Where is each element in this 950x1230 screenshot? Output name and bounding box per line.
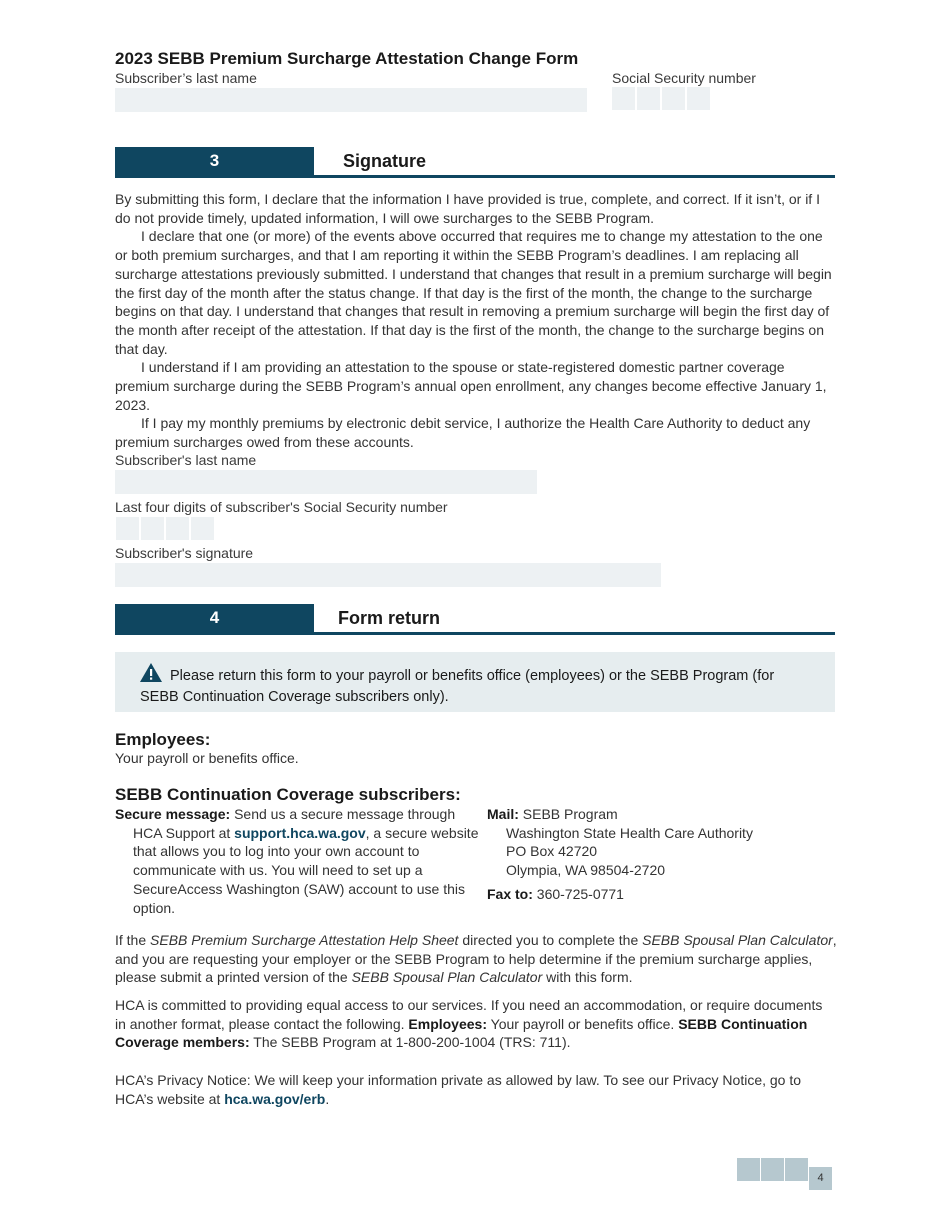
- access-text: The SEBB Program at 1-800-200-1004 (TRS: 711).: [253, 1034, 571, 1051]
- secure-message-label: Secure message:: [115, 806, 231, 822]
- header-ssn-field[interactable]: [612, 87, 712, 115]
- help-sheet-title: SEBB Premium Surcharge Attestation Help Sheet: [150, 932, 459, 948]
- sig-ssn-field[interactable]: [116, 517, 216, 545]
- sig-ssn-label: Last four digits of subscriber's Social Security number: [115, 499, 448, 515]
- section-3-header: [115, 147, 835, 178]
- access-continuation-label: SEBB Continuation Coverage members:: [115, 1015, 808, 1051]
- calculator-paragraph: [115, 931, 837, 987]
- notice-text: Please return this form to your payroll or benefits office (employees) or the SEBB Program (for SEBB Continuation Coverage subscribers only).: [140, 668, 775, 705]
- section-3-title: Signature: [343, 151, 427, 171]
- calc-text: directed you to complete the: [462, 932, 639, 948]
- return-notice: [115, 652, 835, 712]
- calculator-title: SEBB Spousal Plan Calculator: [642, 932, 833, 948]
- mail-block: [487, 805, 787, 904]
- warning-icon: [140, 663, 162, 688]
- section-3-rule: [115, 175, 835, 178]
- signature-label: Subscriber's signature: [115, 545, 254, 561]
- ssn-digit-box[interactable]: [141, 517, 164, 540]
- ssn-digit-box[interactable]: [637, 87, 660, 110]
- secure-message-block: [115, 805, 483, 917]
- page-box: [761, 1158, 784, 1181]
- section-3-number: 3: [115, 147, 314, 175]
- calc-text: , and you are requesting your employer or the SEBB Program to help determine if the premium surcharge applies, please submit a printed version of the: [115, 932, 837, 986]
- mail-line: PO Box 42720: [506, 843, 598, 860]
- declaration-paragraph: I declare that one (or more) of the events above occurred that requires me to change my attestation to the one or both premium surcharges, and that I am reporting it within the SEBB Program’s deadlines. I am replacing all surcharge attestations previously submitted. I understand that changes that result in a premium surcharge will begin the first day of the month after the status change. If that day is the first of the month, the change to the surcharge begins on that day. I understand that changes that result in removing a premium surcharge will begin the first day of the month after receipt of the attestation. If that day is the first of the month, the change to the surcharge begins on that day.: [115, 228, 832, 357]
- header-ssn-label: Social Security number: [612, 70, 756, 86]
- header-last-name-label: Subscriber’s last name: [115, 70, 257, 86]
- access-text: HCA is committed to providing equal access to our services. If you need an accommodation, or require documents in another format, please contact the following.: [115, 997, 823, 1032]
- sig-last-name-field[interactable]: [115, 470, 537, 494]
- ssn-digit-box[interactable]: [191, 517, 214, 540]
- employees-text: Your payroll or benefits office.: [115, 750, 299, 766]
- header-last-name-field[interactable]: [115, 88, 587, 112]
- signature-field[interactable]: [115, 563, 661, 587]
- ssn-digit-box[interactable]: [612, 87, 635, 110]
- privacy-link[interactable]: hca.wa.gov/erb: [224, 1090, 326, 1107]
- mail-line: Washington State Health Care Authority: [506, 824, 753, 841]
- declaration-paragraph: I understand if I am providing an attestation to the spouse or state-registered domestic partner coverage premium surcharge during the SEBB Program’s annual open enrollment, any changes become effective January 1, 2023.: [115, 359, 827, 413]
- mail-line: Olympia, WA 98504-2720: [506, 862, 666, 879]
- declaration-paragraph: By submitting this form, I declare that the information I have provided is true, complete, and correct. If it isn’t, or if I do not provide timely, updated information, I will owe surcharges to the SEBB Program.: [115, 191, 820, 226]
- calc-text: If the: [115, 932, 147, 948]
- mail-label: Mail:: [487, 806, 519, 822]
- declaration-paragraph: If I pay my monthly premiums by electronic debit service, I authorize the Health Care Authority to deduct any premium surcharges owed from these accounts.: [115, 415, 811, 451]
- privacy-paragraph: [115, 1071, 837, 1108]
- privacy-end: .: [325, 1090, 330, 1107]
- ssn-digit-box[interactable]: [687, 87, 710, 110]
- page-box: [785, 1158, 808, 1181]
- continuation-heading: SEBB Continuation Coverage subscribers:: [115, 785, 461, 804]
- support-link[interactable]: support.hca.wa.gov: [234, 824, 366, 841]
- section-4-number: 4: [115, 604, 314, 632]
- ssn-digit-box[interactable]: [662, 87, 685, 110]
- accessibility-paragraph: [115, 996, 837, 1052]
- calculator-title: SEBB Spousal Plan Calculator: [351, 969, 543, 986]
- ssn-digit-box[interactable]: [166, 517, 189, 540]
- fax-number: 360-725-0771: [536, 885, 624, 902]
- sig-last-name-label: Subscriber's last name: [115, 452, 257, 468]
- section-4-rule: [115, 632, 835, 635]
- access-text: Your payroll or benefits office.: [490, 1015, 675, 1032]
- calc-text: with this form.: [546, 969, 633, 986]
- ssn-digit-box[interactable]: [116, 517, 139, 540]
- section-4-header: [115, 604, 835, 635]
- signature-declaration: [115, 190, 837, 452]
- page-box: [737, 1158, 760, 1181]
- privacy-text: HCA’s Privacy Notice: We will keep your information private as allowed by law. To see our Privacy Notice, go to HCA’s website at: [115, 1072, 802, 1107]
- secure-message-text-2: , a secure website that allows you to log into your own account to communicate with us. You will need to set up a SecureAccess Washington (SAW) account to use this option.: [133, 824, 479, 916]
- form-title: 2023 SEBB Premium Surcharge Attestation Change Form: [115, 49, 579, 68]
- employees-heading: Employees:: [115, 730, 211, 749]
- section-4-title: Form return: [338, 608, 441, 628]
- access-employees-label: Employees:: [408, 1015, 487, 1032]
- mail-line: SEBB Program: [522, 806, 618, 822]
- fax-label: Fax to:: [487, 885, 533, 902]
- secure-message-text: Send us a secure message through HCA Support at: [133, 806, 456, 841]
- page-number: 4: [809, 1167, 832, 1190]
- page-indicator: [736, 1158, 832, 1184]
